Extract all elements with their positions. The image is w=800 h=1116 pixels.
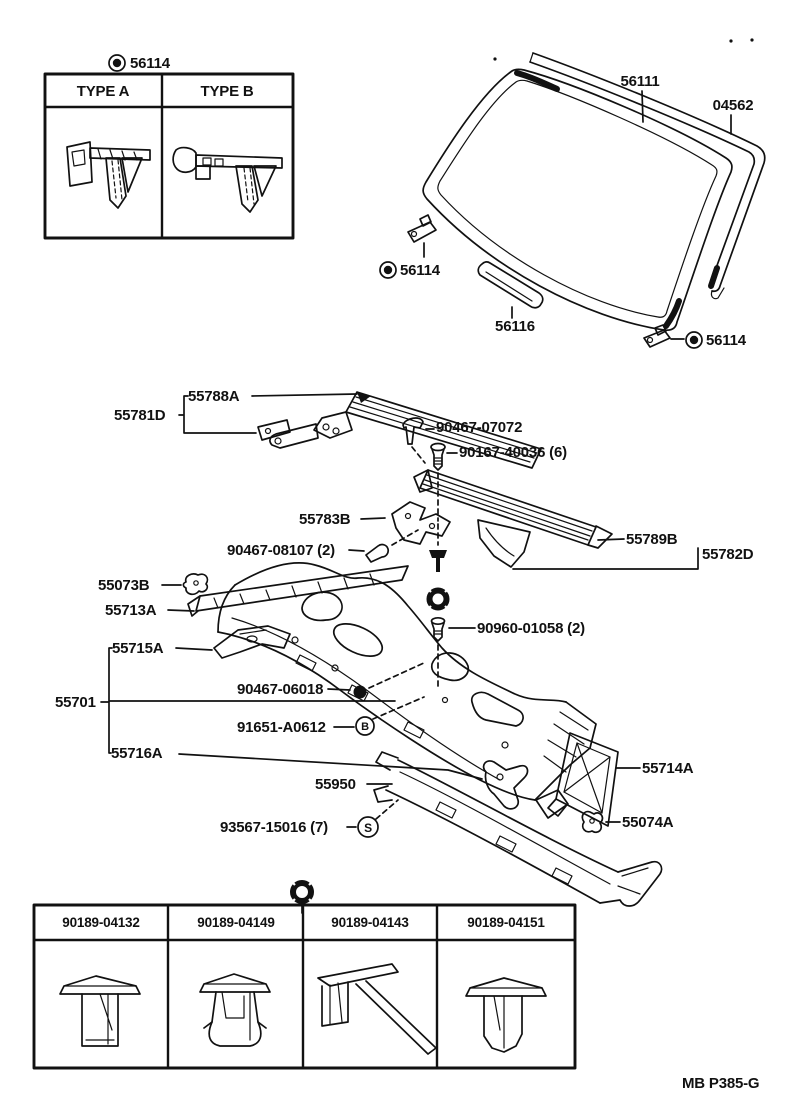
bracket-center-leader xyxy=(361,518,385,519)
fastener-header-1: 90189-04132 xyxy=(62,915,140,930)
clip-55073B-drawing xyxy=(183,574,207,594)
panel-label-group xyxy=(55,648,482,779)
circled-b-marker xyxy=(356,717,374,735)
screw-top-label: 90167-40036 (6) xyxy=(459,444,567,461)
fastener-drawing-04149 xyxy=(200,974,270,1046)
bolt-label: 91651-A0612 xyxy=(237,719,326,736)
glass-clip-left-drawing xyxy=(408,215,436,257)
bracket-left-leader xyxy=(176,648,212,650)
grommet-screw-label: 90960-01058 (2) xyxy=(477,620,585,637)
registration-marks xyxy=(493,38,753,60)
fastener-header-3: 90189-04143 xyxy=(331,915,409,930)
louver-part-label: 55788A xyxy=(188,388,240,405)
type-table-part-label: 56114 xyxy=(130,55,170,72)
bullseye-icon xyxy=(109,55,125,71)
glass-clip-left-label: 56114 xyxy=(400,262,440,279)
glass-leader-line xyxy=(642,91,643,122)
glass-part-label: 56111 xyxy=(620,73,660,90)
fastener-drawing-04143 xyxy=(318,964,436,1054)
panel-bracket xyxy=(101,648,395,753)
page-code: MB P385-G xyxy=(682,1075,760,1092)
glass-stop-drawing xyxy=(478,262,542,318)
louver-rh-label: 55789B xyxy=(626,531,678,548)
screw-lower-label: 93567-15016 (7) xyxy=(220,819,328,836)
molding-part-label: 04562 xyxy=(712,97,754,114)
pad-drawing xyxy=(354,686,367,699)
louver-rh-assy-label: 55782D xyxy=(702,546,754,563)
left-parts-group xyxy=(98,566,408,658)
pad-label: 90467-06018 xyxy=(237,681,324,698)
louver-leader-line xyxy=(252,394,357,396)
bullseye-icon xyxy=(686,332,702,348)
glass-stop-label: 56116 xyxy=(495,318,535,335)
type-a-clip-drawing xyxy=(67,142,150,208)
cowl-louver-rh-group xyxy=(227,470,754,687)
louver-assy-label: 55781D xyxy=(114,407,166,424)
circled-b-letter: B xyxy=(361,721,369,733)
windshield-group xyxy=(380,53,765,349)
louver-rh-leader xyxy=(598,539,624,540)
windshield-glass-drawing xyxy=(423,69,732,330)
pad-dash-leader xyxy=(369,662,426,688)
bracket-left-label: 55715A xyxy=(112,640,164,657)
circled-s-marker xyxy=(358,817,378,837)
clip-lower-label: 55074A xyxy=(622,814,674,831)
type-a-header: TYPE A xyxy=(76,83,130,100)
screw-center-label: 90467-08107 (2) xyxy=(227,542,335,559)
reinforcement-group xyxy=(220,733,694,906)
brace-label: 55713A xyxy=(105,602,157,619)
fastener-drawing-04151 xyxy=(466,978,546,1052)
panel-part-label: 55701 xyxy=(55,694,96,711)
bracket-55783B-drawing xyxy=(392,502,450,544)
reinforcement-drawing xyxy=(374,752,662,906)
cowl-louver-group xyxy=(114,388,567,521)
louver-rh-assy-bracket xyxy=(513,548,698,569)
circled-s-letter: S xyxy=(364,821,372,835)
glass-clip-right-label: 56114 xyxy=(706,332,746,349)
fastener-drawing-04132 xyxy=(60,976,140,1046)
fastener-header-2: 90189-04149 xyxy=(197,915,275,930)
bracket-center-label: 55783B xyxy=(299,511,351,528)
reinforcement-label: 55950 xyxy=(315,776,356,793)
bracket-lower-label: 55716A xyxy=(111,745,163,762)
pad-leader xyxy=(328,689,350,690)
bullseye-icon xyxy=(380,262,396,278)
clip-type-table xyxy=(45,55,293,238)
screw-08107-drawing xyxy=(366,530,418,562)
clip-left-label: 55073B xyxy=(98,577,150,594)
fastener-table xyxy=(34,882,575,1068)
grommet-icon xyxy=(428,589,448,609)
screw-lower-dash xyxy=(376,800,398,819)
type-b-clip-drawing xyxy=(173,148,282,212)
type-b-header: TYPE B xyxy=(200,83,254,100)
clip-top-label: 90467-07072 xyxy=(436,419,523,436)
fastener-header-4: 90189-04151 xyxy=(467,915,545,930)
side-panel-label: 55714A xyxy=(642,760,694,777)
screw-center-leader xyxy=(349,550,364,551)
brace-leader xyxy=(168,610,194,611)
